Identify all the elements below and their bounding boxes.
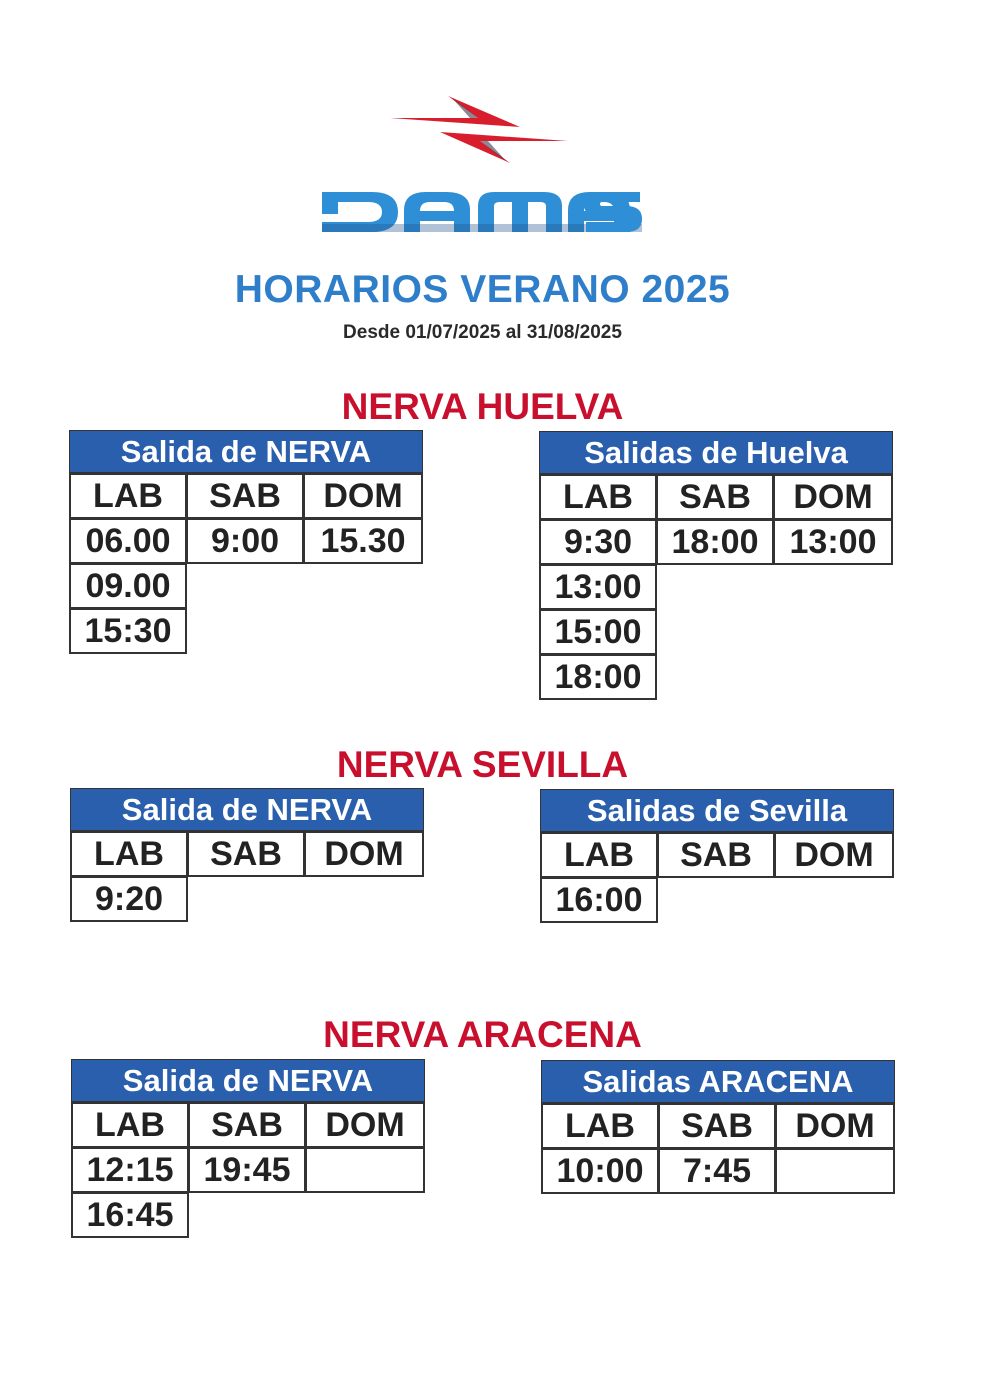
col-header-dom: DOM	[774, 832, 894, 878]
time-cell: 18:00	[539, 654, 657, 700]
time-cell: 13:00	[773, 519, 893, 565]
time-cell	[305, 1147, 425, 1193]
route-title-nerva-aracena: NERVA ARACENA	[323, 1014, 642, 1055]
time-cell: 09.00	[69, 563, 187, 609]
col-header-sab: SAB	[657, 832, 775, 878]
time-cell: 19:45	[188, 1147, 306, 1193]
time-cell: 9:30	[539, 519, 657, 565]
col-header-lab: LAB	[539, 474, 657, 520]
col-header-lab: LAB	[540, 832, 658, 878]
time-cell: 15:30	[69, 608, 187, 654]
col-header-dom: DOM	[304, 831, 424, 877]
table-title: Salidas de Huelva	[539, 431, 893, 474]
time-cell: 13:00	[539, 564, 657, 610]
time-cell: 06.00	[69, 518, 187, 564]
time-cell: 16:45	[71, 1192, 189, 1238]
time-cell: 9:20	[70, 876, 188, 922]
col-header-lab: LAB	[541, 1103, 659, 1149]
col-header-dom: DOM	[305, 1102, 425, 1148]
col-header-lab: LAB	[71, 1102, 189, 1148]
route-title-nerva-huelva: NERVA HUELVA	[341, 386, 624, 427]
time-cell: 12:15	[71, 1147, 189, 1193]
col-header-lab: LAB	[70, 831, 188, 877]
page-title: HORARIOS VERANO 2025	[234, 268, 731, 311]
col-header-dom: DOM	[773, 474, 893, 520]
col-header-sab: SAB	[658, 1103, 776, 1149]
table-title: Salida de NERVA	[70, 788, 424, 831]
time-cell: 16:00	[540, 877, 658, 923]
col-header-sab: SAB	[656, 474, 774, 520]
time-cell: 10:00	[541, 1148, 659, 1194]
logo-s-letter	[0, 0, 1000, 250]
col-header-sab: SAB	[188, 1102, 306, 1148]
table-title: Salidas ARACENA	[541, 1060, 895, 1103]
time-cell	[775, 1148, 895, 1194]
table-title: Salida de NERVA	[69, 430, 423, 473]
table-title: Salida de NERVA	[71, 1059, 425, 1102]
table-title: Salidas de Sevilla	[540, 789, 894, 832]
col-header-lab: LAB	[69, 473, 187, 519]
date-range: Desde 01/07/2025 al 31/08/2025	[343, 322, 622, 343]
time-cell: 7:45	[658, 1148, 776, 1194]
time-cell: 18:00	[656, 519, 774, 565]
col-header-sab: SAB	[186, 473, 304, 519]
time-cell: 15.30	[303, 518, 423, 564]
col-header-sab: SAB	[187, 831, 305, 877]
col-header-dom: DOM	[303, 473, 423, 519]
col-header-dom: DOM	[775, 1103, 895, 1149]
route-title-nerva-sevilla: NERVA SEVILLA	[336, 744, 629, 785]
time-cell: 9:00	[186, 518, 304, 564]
time-cell: 15:00	[539, 609, 657, 655]
